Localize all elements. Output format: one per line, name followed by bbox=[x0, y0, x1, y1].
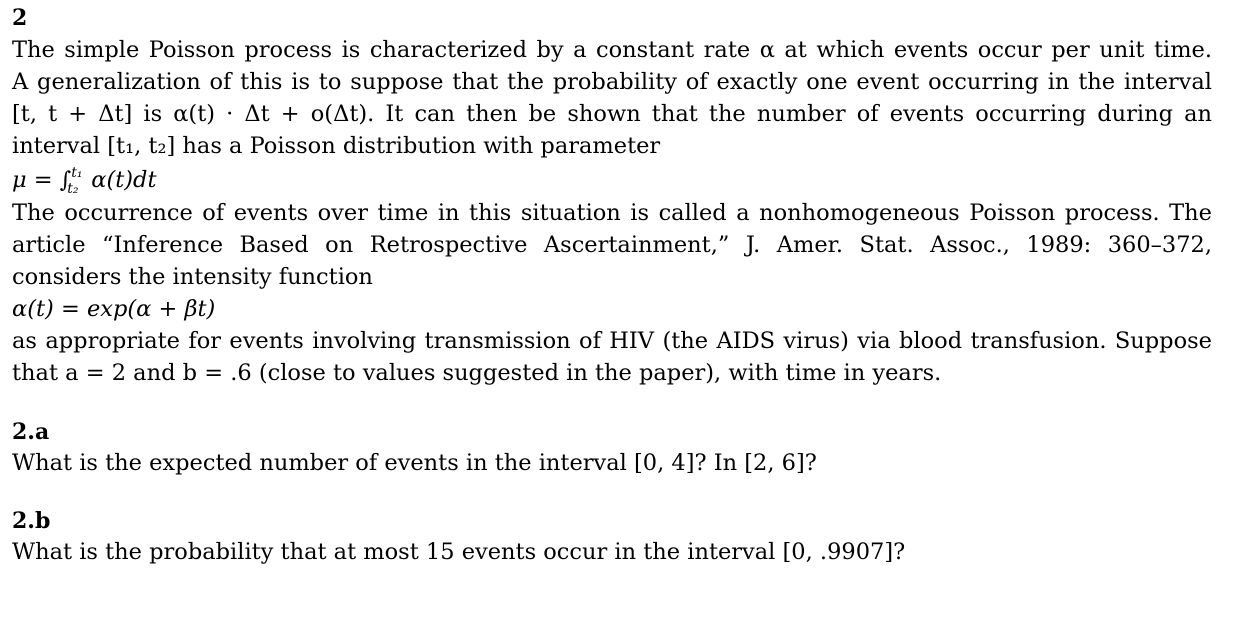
intro-line: interval [t₁, t₂] has a Poisson distribution with parameter bbox=[12, 133, 661, 159]
middle-line: The occurrence of events over time in this situation is called a nonhomogeneous Poisson process. The bbox=[12, 200, 1212, 226]
intro-line: The simple Poisson process is characterized by a constant rate α at which events occur per unit time. bbox=[12, 37, 1212, 63]
integral-limits bbox=[67, 165, 91, 197]
intro-paragraph bbox=[12, 34, 1212, 162]
part-a-text: What is the expected number of events in the interval [0, 4]? In [2, 6]? bbox=[12, 450, 817, 476]
closing-line: that a = 2 and b = .6 (close to values suggested in the paper), with time in years. bbox=[12, 360, 942, 386]
middle-line: considers the intensity function bbox=[12, 264, 373, 290]
integral-formula bbox=[12, 165, 157, 197]
lower-limit: t₂ bbox=[67, 181, 79, 197]
middle-line: article “Inference Based on Retrospective Ascertainment,” J. Amer. Stat. Assoc., 1989: 360–372, bbox=[12, 232, 1212, 258]
formula-integrand: α(t)dt bbox=[91, 167, 157, 193]
part-b-label: 2.b bbox=[12, 508, 51, 534]
part-a-label: 2.a bbox=[12, 419, 50, 445]
closing-paragraph bbox=[12, 325, 1212, 389]
upper-limit: t₁ bbox=[71, 165, 83, 181]
intro-line: [t, t + Δt] is α(t) · Δt + o(Δt). It can then be shown that the number of events occurring during an bbox=[12, 101, 1212, 127]
intensity-formula: α(t) = exp(α + βt) bbox=[12, 296, 216, 322]
part-b-text: What is the probability that at most 15 events occur in the interval [0, .9907]? bbox=[12, 539, 906, 565]
closing-line: as appropriate for events involving transmission of HIV (the AIDS virus) via blood transfusion. Suppose bbox=[12, 328, 1212, 354]
question-number: 2 bbox=[12, 5, 28, 31]
middle-paragraph bbox=[12, 197, 1212, 293]
formula-lhs: μ = bbox=[12, 167, 60, 193]
integral-sign: ∫ bbox=[59, 168, 72, 193]
intro-line: A generalization of this is to suppose that the probability of exactly one event occurring in the interval bbox=[12, 69, 1212, 95]
